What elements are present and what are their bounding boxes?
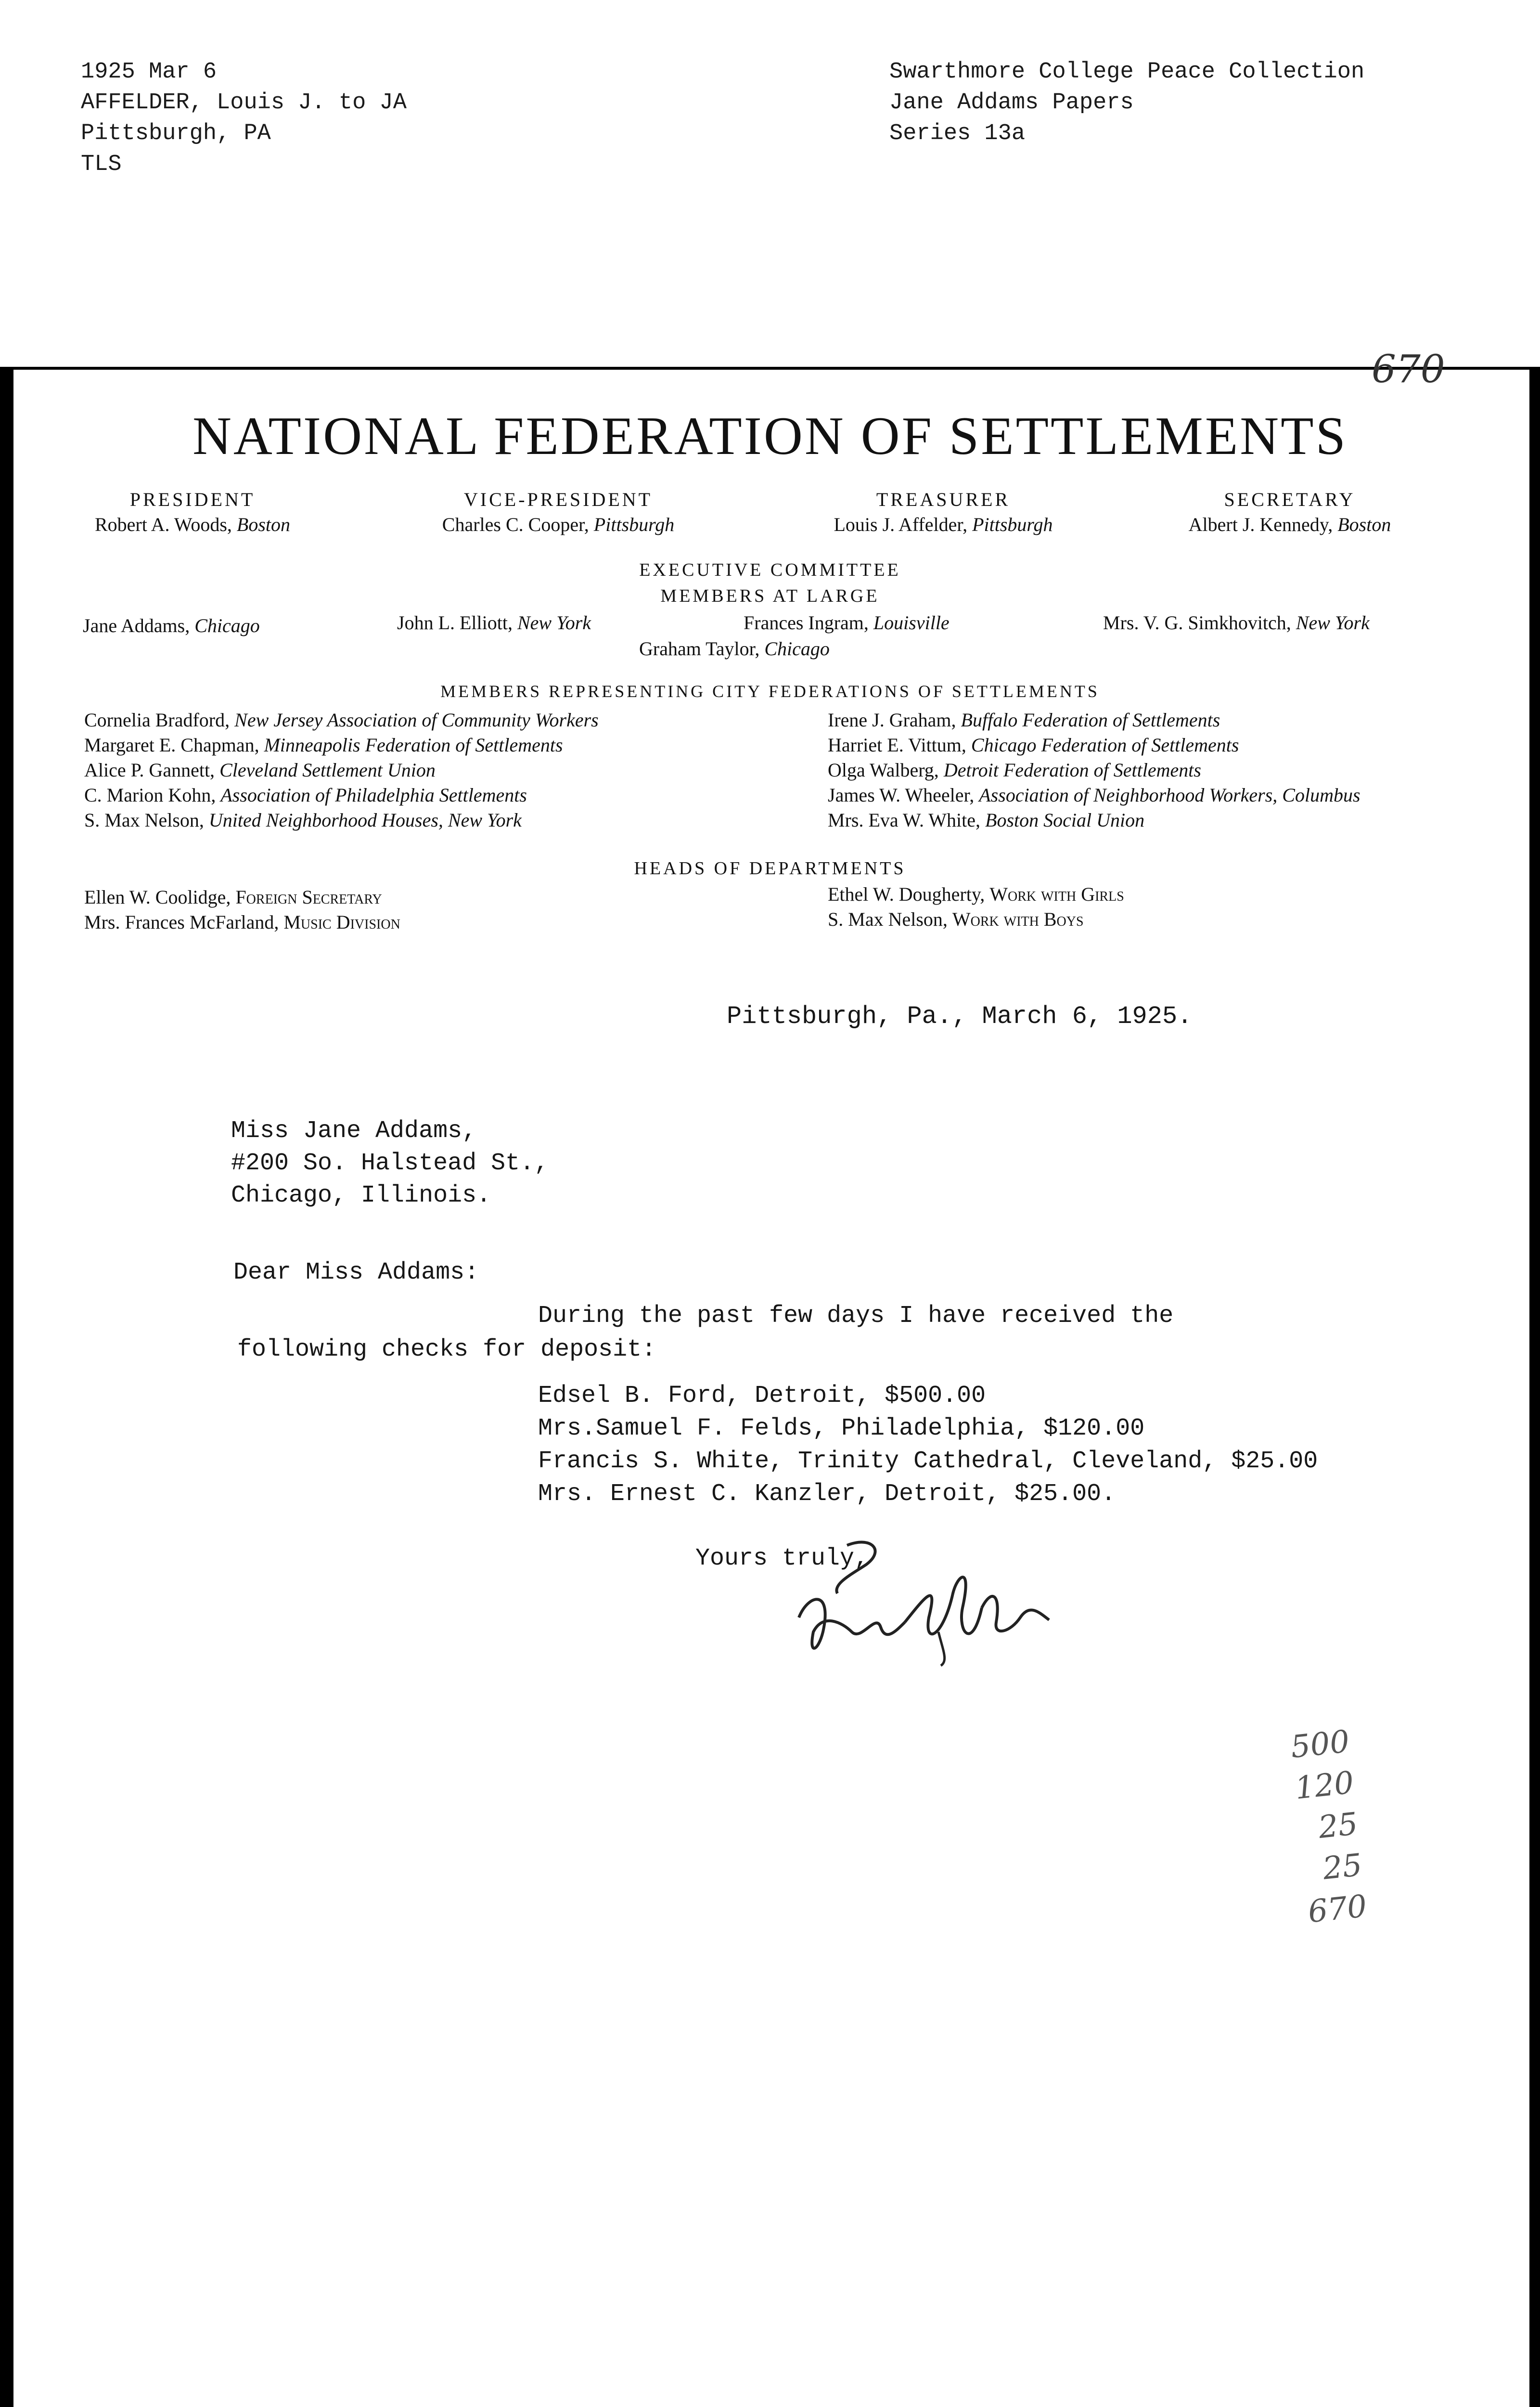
officer-name: Louis J. Affelder, [834,514,968,535]
check-entry: Francis S. White, Trinity Cathedral, Cleveland, $25.00 [538,1448,1318,1475]
member-at-large: Jane Addams, Chicago [83,615,260,636]
officer-name: Albert J. Kennedy, [1188,514,1333,535]
members-at-large-heading: MEMBERS AT LARGE [660,586,880,606]
officer-secretary [1155,487,1424,537]
city-federation-member: Harriet E. Vittum, Chicago Federation of Settlements [828,734,1239,756]
check-entry: Edsel B. Ford, Detroit, $500.00 [538,1382,986,1410]
member-at-large: John L. Elliott, New York [397,612,591,634]
recipient-address [231,1115,549,1212]
address-line: Chicago, Illinois. [231,1182,491,1209]
department-heads-left [84,885,400,935]
archive-meta-left [81,57,407,180]
city-federation-list-left [84,708,599,833]
city-federation-member: Alice P. Gannett, Cleveland Settlement Union [84,759,436,781]
officer-city: Boston [236,514,291,535]
officer-role: SECRETARY [1224,489,1356,510]
city-federation-member: Irene J. Graham, Buffalo Federation of Settlements [828,709,1220,731]
officer-role: PRESIDENT [129,489,256,510]
tally-number: 120 [1293,1765,1356,1807]
officer-name: Charles C. Cooper, [442,514,589,535]
checks-list [538,1380,1318,1511]
officer-name: Robert A. Woods, [94,514,232,535]
address-line: #200 So. Halstead St., [231,1150,549,1177]
city-federation-member: James W. Wheeler, Association of Neighborhood Workers, Columbus [828,784,1360,806]
scan-edge-top [0,367,1540,370]
department-head: Mrs. Frances McFarland, Music Division [84,911,400,933]
archive-meta-right [889,57,1364,149]
salutation: Dear Miss Addams: [233,1259,479,1286]
city-federation-member: C. Marion Kohn, Association of Philadelphia Settlements [84,784,527,806]
tally-number: 25 [1317,1806,1360,1846]
scan-edge-left [0,367,13,2407]
officer-city: Pittsburgh [593,514,675,535]
officer-city: Pittsburgh [972,514,1053,535]
scan-edge-right [1529,367,1540,2407]
city-federation-member: S. Max Nelson, United Neighborhood Houses, New York [84,809,522,831]
member-at-large: Frances Ingram, Louisville [744,612,950,634]
city-federation-member: Olga Walberg, Detroit Federation of Settlements [828,759,1201,781]
meta-place: Pittsburgh, PA [81,121,271,146]
city-federation-member: Mrs. Eva W. White, Boston Social Union [828,809,1145,831]
city-federation-member: Margaret E. Chapman, Minneapolis Federation of Settlements [84,734,563,756]
department-head: Ethel W. Dougherty, Work with Girls [828,883,1124,905]
signature [780,1536,1078,1670]
check-entry: Mrs. Ernest C. Kanzler, Detroit, $25.00. [538,1480,1116,1508]
city-federation-list-right [828,708,1360,833]
officer-role: VICE-PRESIDENT [463,489,653,510]
executive-committee-heading: EXECUTIVE COMMITTEE [639,560,901,580]
letter-date: Pittsburgh, Pa., March 6, 1925. [727,1002,1193,1031]
meta-date: 1925 Mar 6 [81,59,217,85]
margin-tally [1289,1721,1369,1933]
department-heads-right [828,882,1124,932]
address-line: Miss Jane Addams, [231,1117,477,1145]
city-federation-member: Cornelia Bradford, New Jersey Association of Community Workers [84,709,599,731]
member-at-large: Graham Taylor, Chicago [639,638,830,660]
meta-collection: Swarthmore College Peace Collection [889,59,1365,85]
letterhead-title: NATIONAL FEDERATION OF SETTLEMENTS [192,406,1348,466]
closing: Yours truly, [695,1545,869,1572]
meta-papers: Jane Addams Papers [889,90,1134,116]
check-entry: Mrs.Samuel F. Felds, Philadelphia, $120.00 [538,1415,1145,1442]
meta-doc-type: TLS [81,152,122,177]
meta-correspondents: AFFELDER, Louis J. to JA [81,90,407,116]
officer-city: Boston [1337,514,1391,535]
department-head: Ellen W. Coolidge, Foreign Secretary [84,886,382,908]
body-line-2: following checks for deposit: [237,1336,656,1363]
heads-of-departments-heading: HEADS OF DEPARTMENTS [634,858,906,879]
tally-number: 670 [1306,1888,1369,1930]
officer-president [67,487,318,537]
tally-number: 25 [1321,1847,1364,1887]
body-line-1: During the past few days I have received the [538,1302,1174,1330]
department-head: S. Max Nelson, Work with Boys [828,908,1084,930]
officer-vice-president [414,487,703,537]
officer-role: TREASURER [876,489,1011,510]
city-federations-heading: MEMBERS REPRESENTING CITY FEDERATIONS OF SETTLEMENTS [440,682,1100,701]
meta-series: Series 13a [889,121,1026,146]
officer-treasurer [799,487,1088,537]
member-at-large: Mrs. V. G. Simkhovitch, New York [1103,612,1370,634]
handwritten-page-note: 670 [1372,347,1445,391]
tally-number: 500 [1289,1723,1351,1766]
